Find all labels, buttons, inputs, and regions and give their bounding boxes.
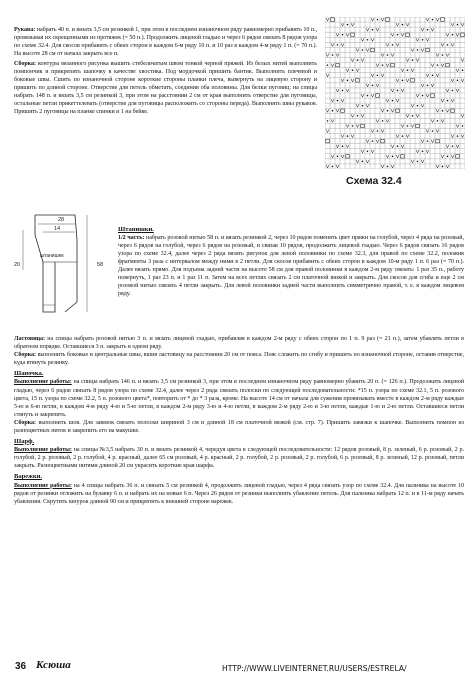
source-url: HTTP://WWW.LIVEINTERNET.RU/USERS/ESTRELA/ (222, 664, 407, 673)
page-number: 36 (15, 661, 27, 672)
pattern-label-left: 20 (14, 262, 21, 268)
knitting-chart (325, 17, 465, 169)
shorts-section (118, 226, 464, 298)
mittens-text: на 4 спицы набрать 36 п. и связать 5 см резинкой 4, продолжить лицевой гладью, через 4 ряда связать узор по схеме 32.4. Для пальчика на высоте 10 рядов от резинки отложить на булавку 6 п. и набрать их на новые 6 п. Через 26 рядов от резинки выполнять убавление петель. Для пальчика набрать 12 п. и в 11-м ряду начать убавления. Скрутить шнурок длиной 90 см и прикрепить к внешней стороне варежек. (14, 482, 464, 505)
pattern-label-right: 58 (97, 262, 104, 268)
sleeves-text: набрать 40 п. и вязать 3,5 см резинкой 1, при этом в последнем изнаночном ряду равномерно прибавить 10 п., провязывая их скрещенными из протяжек (= 50 п.). Продолжить лицевой гладью и через 6 рядов связать 8 рядов узора по схеме 32.4. Для скосов прибавить с обеих сторон в каждом 6-м ряду 10 п. и 10 раз в каждом 4-м ряду 1 п. (= 70 п.). На высоте 28 см от начала закрыть все п. (14, 27, 317, 58)
scarf-title: Шарф. (14, 437, 35, 445)
chart-grid (325, 17, 465, 169)
pattern-label-name: штанишек (40, 253, 64, 259)
assembly-text: контуры вязанного рисунка вышить стебельчатым швом тонкой черной пряжей. Из белых нитей выполнить помпончик и прикрепить шапочку в качестве хвостика. Под мордочкой пришить бантик. Выполнить плечевой и боковые швы. Сшить по изнаночной стороне короткие стороны планки плеча, вывернуть на лицевую сторону и пришить по длиной стороне. Отверстие для петель обметать, соединив оба половины. Для белки пуговиц: на спицы набрать 148 п. и вязать 3,5 см резинкой 3, при этом на расстоянии 2 см от края выполнить отверстие для пуговицы, остальные петли прикеттелевать (отверстие для пуговицы расположить со стороны переда). Выполнить швы рукавов. Пришить 2 пуговицы на планке спинки и 1 на бейке. (14, 61, 317, 116)
magazine-logo: Ксюша (36, 659, 71, 671)
scarf-text: на спицы №3,5 набрать 30 п. и вязать резинкой 4, чередуя цвета в следующей последовательности: 12 рядов розовый, 8 р. зеленый, 6 р. розовый, 2 р. голубой, 2 р. розовый, 2 р. голубой, 4 р. красный, далее 65 см розовый, 4 р. красный, 2 р. голубой, 2 р. розовый, 2 р. голубой, 6 р. розовый, 8 р. зеленый, 12 р. розовый, петли закрыть. Разноцветными нитями длиной 20 см украсить короткие края шарфа. (14, 447, 464, 470)
assembly-heading: Сборка: (14, 61, 37, 68)
hat-work-heading: Выполнение работы: (14, 379, 72, 386)
shorts-text: набрать розовой нитью 58 п. и вязать резинкой 2, через 10 рядов поменять цвет пряжи на голубой, через 4 ряда на розовый, через 6 рядов на голубой, через 6 рядов на розовый, и связав 10 рядов, продолжить лицевой гладью. Через 6 рядов связать 16 рядов узора по схеме 32.4, далее через 2 ряда вязать рисунок для левой половинки по схеме 32.3, для правой по схеме 32.2, положив фрагменты 3 раза с интервалом между ними в 2 петли. Для скосов прибавить с обеих сторон в каждом 10-м ряду 1 п. 6 раз (= 70 п.). Далее вязать прямо. Для подъема задней части на высоте 58 см для правой половинки в каждом 2-м ряду связать: 1 раз 35 п., работу повернуть, 1 раз 23 п. и 1 раз 11 п. Затем на всех петлях связать 2 см платочной вязкой и закрыть. Для скосов для сгиба и еще 2 см розовой нитью связать 4 петли закрыть. Для левой половинки задней части выполнить симметрично правой, т. е. в каждом лицевом ряду. (118, 235, 464, 298)
drawstring-text: на спицы набрать розовой нитью 3 п. и вязать лицевой гладью, прибавляя в каждом 2-м ряду с обеих сторон по 1 п. 9 раз (= 21 п.), затем убавлять петли в обратном порядке. Оставшиеся 3 п. закрыть в одном ряду. (14, 336, 464, 351)
assembly3-text: выполнить шов. Для завязок связать полоски шириной 3 см и длиной 18 см платочной вязкой (см. стр. 7). Пришить завязки к шапочке. Выполнить помпон из разноцветных ниток и закрепить его на макушке. (14, 419, 464, 434)
shorts-part-label: 1/2 часть: (118, 235, 145, 242)
mittens-work-heading: Выполнение работы: (14, 482, 72, 489)
scarf-work-heading: Выполнение работы: (14, 447, 72, 454)
shorts-title: Штанишки. (118, 226, 154, 233)
assembly3-heading: Сборка: (14, 419, 37, 426)
sleeves-heading: Рукава: (14, 27, 36, 33)
lower-text (14, 335, 464, 506)
assembly2-heading: Сборка: (14, 352, 37, 359)
assembly2-text: выполнить боковые и центральные швы, вшив ластовицу на расстоянии 20 см от пояса. Пояс сложить по сгибу и пришить по изнаночной стороне, оставив отверстие, куда втянуть резинку. (14, 352, 464, 367)
mittens-title: Варежки. (14, 473, 42, 481)
chart-caption: Схема 32.4 (346, 175, 402, 187)
hat-title: Шапочка. (14, 370, 44, 378)
pattern-label-ruler: 14 (54, 226, 61, 232)
drawstring-heading: Ластовица: (14, 336, 45, 342)
sleeves-section (14, 26, 317, 117)
hat-text: на спицы набрать 146 п. и вязать 3,5 см резинкой 3, при этом в последнем изнаночном ряду равномерно убавить 20 п. (= 126 п.). Продолжить лицевой гладью, через 6 рядов связать 8 рядов узора по схеме 32.4, далее через 2 ряда связать полоски по следующей последовательности: *15 п. узора по схеме 32.1, 5 п. розового цвета, 15 п. узора по схеме 32.2, 5 п. розового цвета*, повторить от * до * 3 раза, кроме. На высоте 14 см от начала для сужения провязывать вместе в каждом 2-м ряду каждые 5-ю и 6-ю петли, в каждом 4-м ряду 4-ю и 5-ю петли, в каждом 2-м ряду 3-ю и 4-ю петли, в каждом 2-м ряду 2-ю и 3-ю петли, каждые 1-ю и 2-ю петли. Оставшиеся петли стянуть и закрепить. (14, 379, 464, 418)
pattern-label-top: 28 (58, 217, 65, 223)
